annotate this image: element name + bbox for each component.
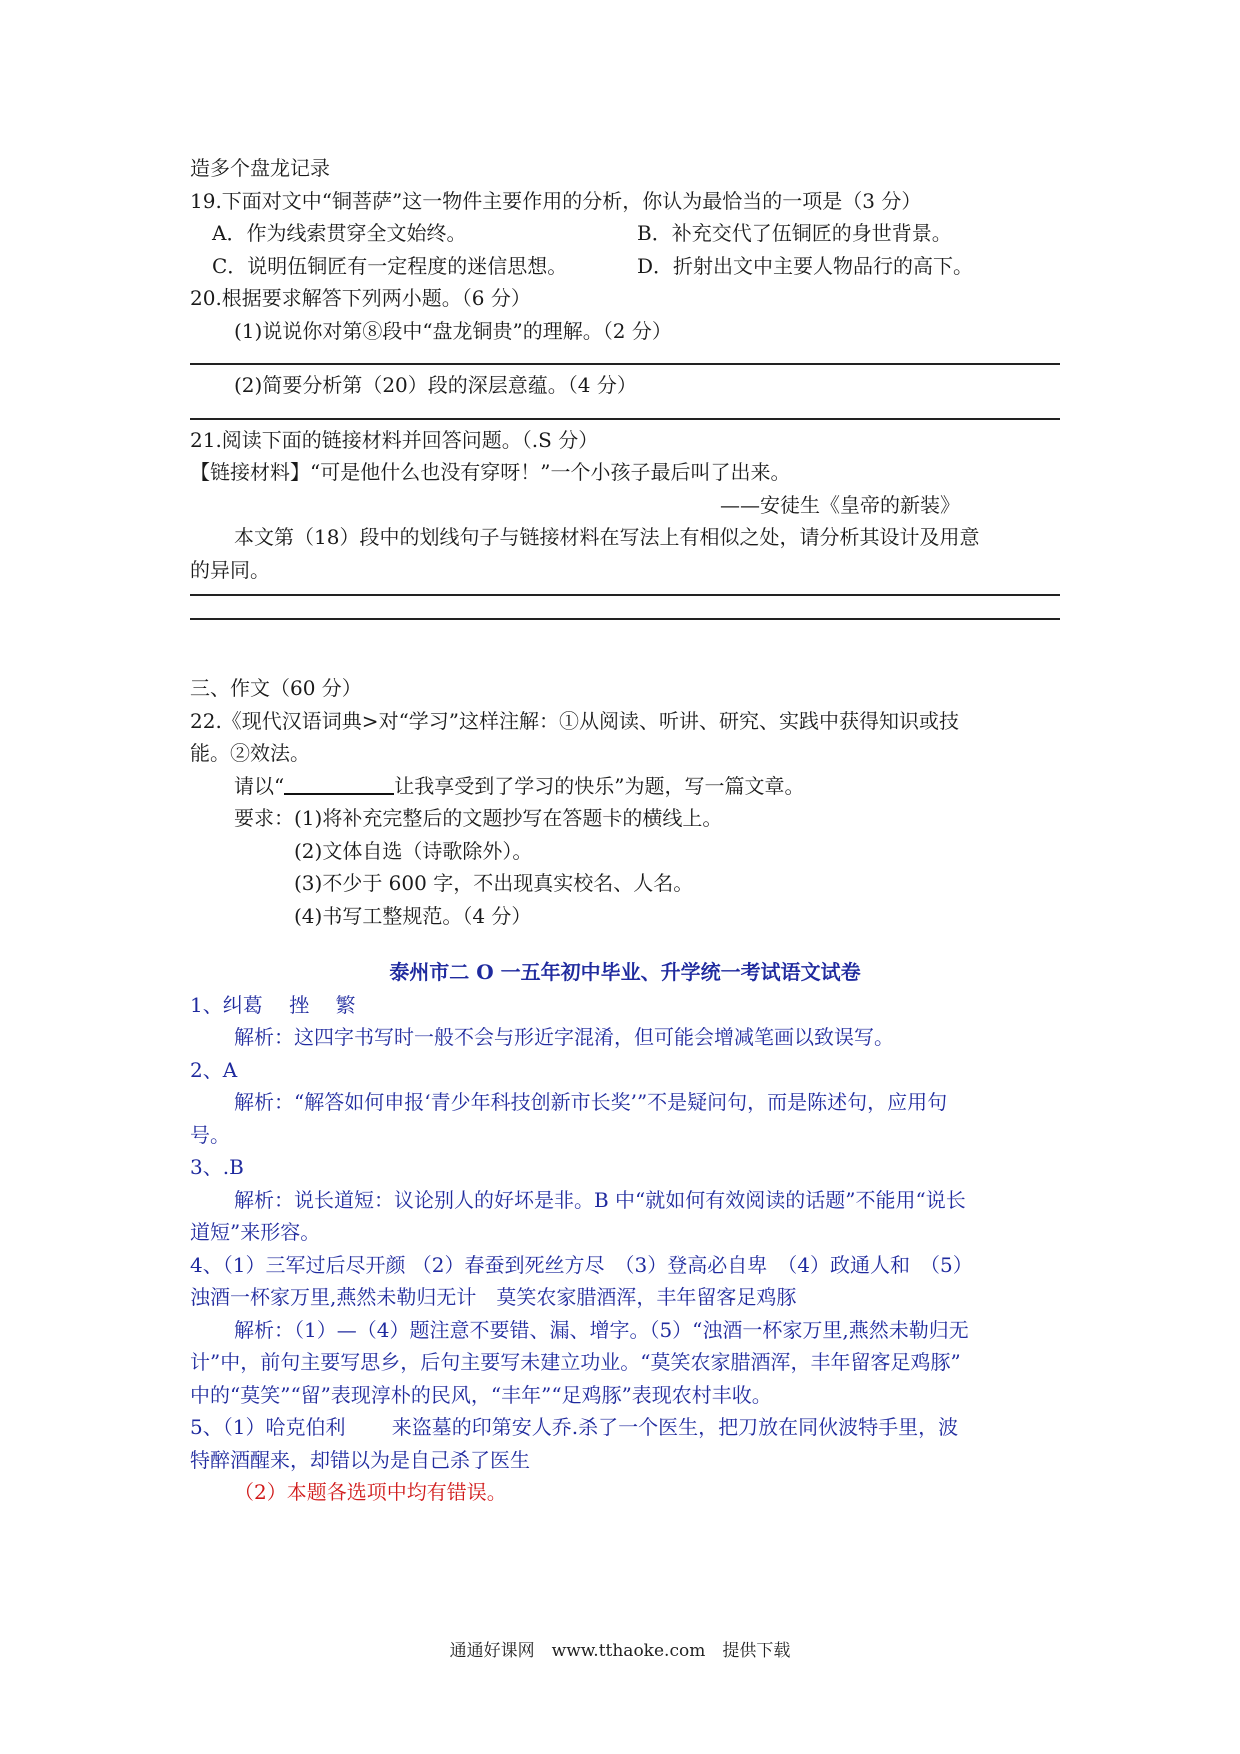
requirement-4: (4)书写工整规范。（4 分） — [294, 903, 532, 928]
answer-1-explanation: 解析：这四字书写时一般不会与形近字混淆，但可能会增减笔画以致误写。 — [234, 1025, 894, 1049]
option-c: C．说明伍铜匠有一定程度的迷信思想。 — [212, 253, 568, 278]
answer-line — [190, 418, 1060, 420]
question-21-ask-cont: 的异同。 — [190, 557, 270, 582]
text-line: 造多个盘龙记录 — [190, 156, 330, 180]
question-20-1: (1)说说你对第⑧段中“盘龙铜贵”的理解。（2 分） — [234, 318, 672, 343]
question-20-2: (2)简要分析第（20）段的深层意蕴。（4 分） — [234, 373, 637, 397]
question-20: 20.根据要求解答下列两小题。（6 分） — [190, 286, 531, 310]
answer-3: 3、.B — [190, 1155, 244, 1179]
answer-2-explanation-cont: 号。 — [190, 1122, 230, 1147]
option-b: B．补充交代了伍铜匠的身世背景。 — [637, 221, 952, 245]
answer-key-title: 泰州市二 O 一五年初中毕业、升学统一考试语文试卷 — [389, 960, 861, 984]
question-21: 21.阅读下面的链接材料并回答问题。（.S 分） — [190, 427, 599, 452]
answer-2: 2、A — [190, 1057, 238, 1082]
answer-line — [190, 363, 1060, 365]
answer-4-cont: 浊酒一杯家万里,燕然未勒归无计 莫笑农家腊酒浑，丰年留客足鸡豚 — [190, 1285, 797, 1309]
question-22: 22.《现代汉语词典>对“学习”这样注解：①从阅读、听讲、研究、实践中获得知识或技 — [190, 708, 960, 733]
answer-4-explanation: 解析：（1）—（4）题注意不要错、漏、增字。（5）“浊酒一杯家万里,燕然未勒归无 — [234, 1317, 969, 1342]
answer-4-explanation-cont: 中的“莫笑”“留”表现淳朴的民风，“丰年”“足鸡豚”表现农村丰收。 — [190, 1382, 772, 1407]
answer-2-explanation: 解析：“解答如何申报‘青少年科技创新市长奖’”不是疑问句，而是陈述句，应用句 — [234, 1090, 948, 1114]
question-22-cont: 能。②效法。 — [190, 741, 310, 765]
requirement-1: 要求：(1)将补充完整后的文题抄写在答题卡的横线上。 — [234, 806, 723, 830]
requirement-3: (3)不少于 600 字，不出现真实校名、人名。 — [294, 871, 694, 895]
requirement-2: (2)文体自选（诗歌除外）。 — [294, 838, 533, 863]
answer-5: 5、（1）哈克伯利 来盗墓的印第安人乔.杀了一个医生，把刀放在同伙波特手里，波 — [190, 1415, 959, 1439]
exam-page — [190, 152, 1060, 1509]
answer-4: 4、（1）三军过后尽开颜 （2）春蚕到死丝方尽 （3）登高必自卑 （4）政通人和 （5） — [190, 1252, 973, 1277]
page-footer: 通通好课网 www.tthaoke.com 提供下载 — [449, 1641, 791, 1661]
options-row — [190, 217, 1060, 250]
question-21-ask: 本文第（18）段中的划线句子与链接材料在写法上有相似之处，请分析其设计及用意 — [234, 525, 980, 549]
option-a: A．作为线索贯穿全文始终。 — [212, 221, 467, 245]
section-3-heading: 三、作文（60 分） — [190, 676, 362, 700]
option-d: D．折射出文中主要人物品行的高下。 — [637, 253, 974, 278]
answer-4-explanation-cont: 计”中，前句主要写思乡，后句主要写未建立功业。“莫笑农家腊酒浑，丰年留客足鸡豚” — [190, 1350, 961, 1374]
answer-5-part-2: （2）本题各选项中均有错误。 — [234, 1480, 507, 1504]
answer-3-explanation-cont: 道短”来形容。 — [190, 1220, 321, 1244]
answer-1: 1、纠葛 挫 繁 — [190, 992, 356, 1017]
question-19: 19.下面对文中“铜菩萨”这一物件主要作用的分析，你认为最恰当的一项是（3 分） — [190, 188, 922, 213]
link-source: ——安徒生《皇帝的新装》 — [720, 492, 960, 517]
essay-prompt: 请以“ 让我享受到了学习的快乐”为题，写一篇文章。 — [234, 773, 805, 798]
link-material: 【链接材料】“可是他什么也没有穿呀！”一个小孩子最后叫了出来。 — [190, 460, 791, 484]
options-row — [190, 250, 1060, 283]
answer-3-explanation: 解析：说长道短：议论别人的好坏是非。B 中“就如何有效阅读的话题”不能用“说长 — [234, 1187, 966, 1212]
title-blank — [284, 773, 394, 795]
answer-5-cont: 特醉酒醒来，却错以为是自己杀了医生 — [190, 1447, 530, 1472]
